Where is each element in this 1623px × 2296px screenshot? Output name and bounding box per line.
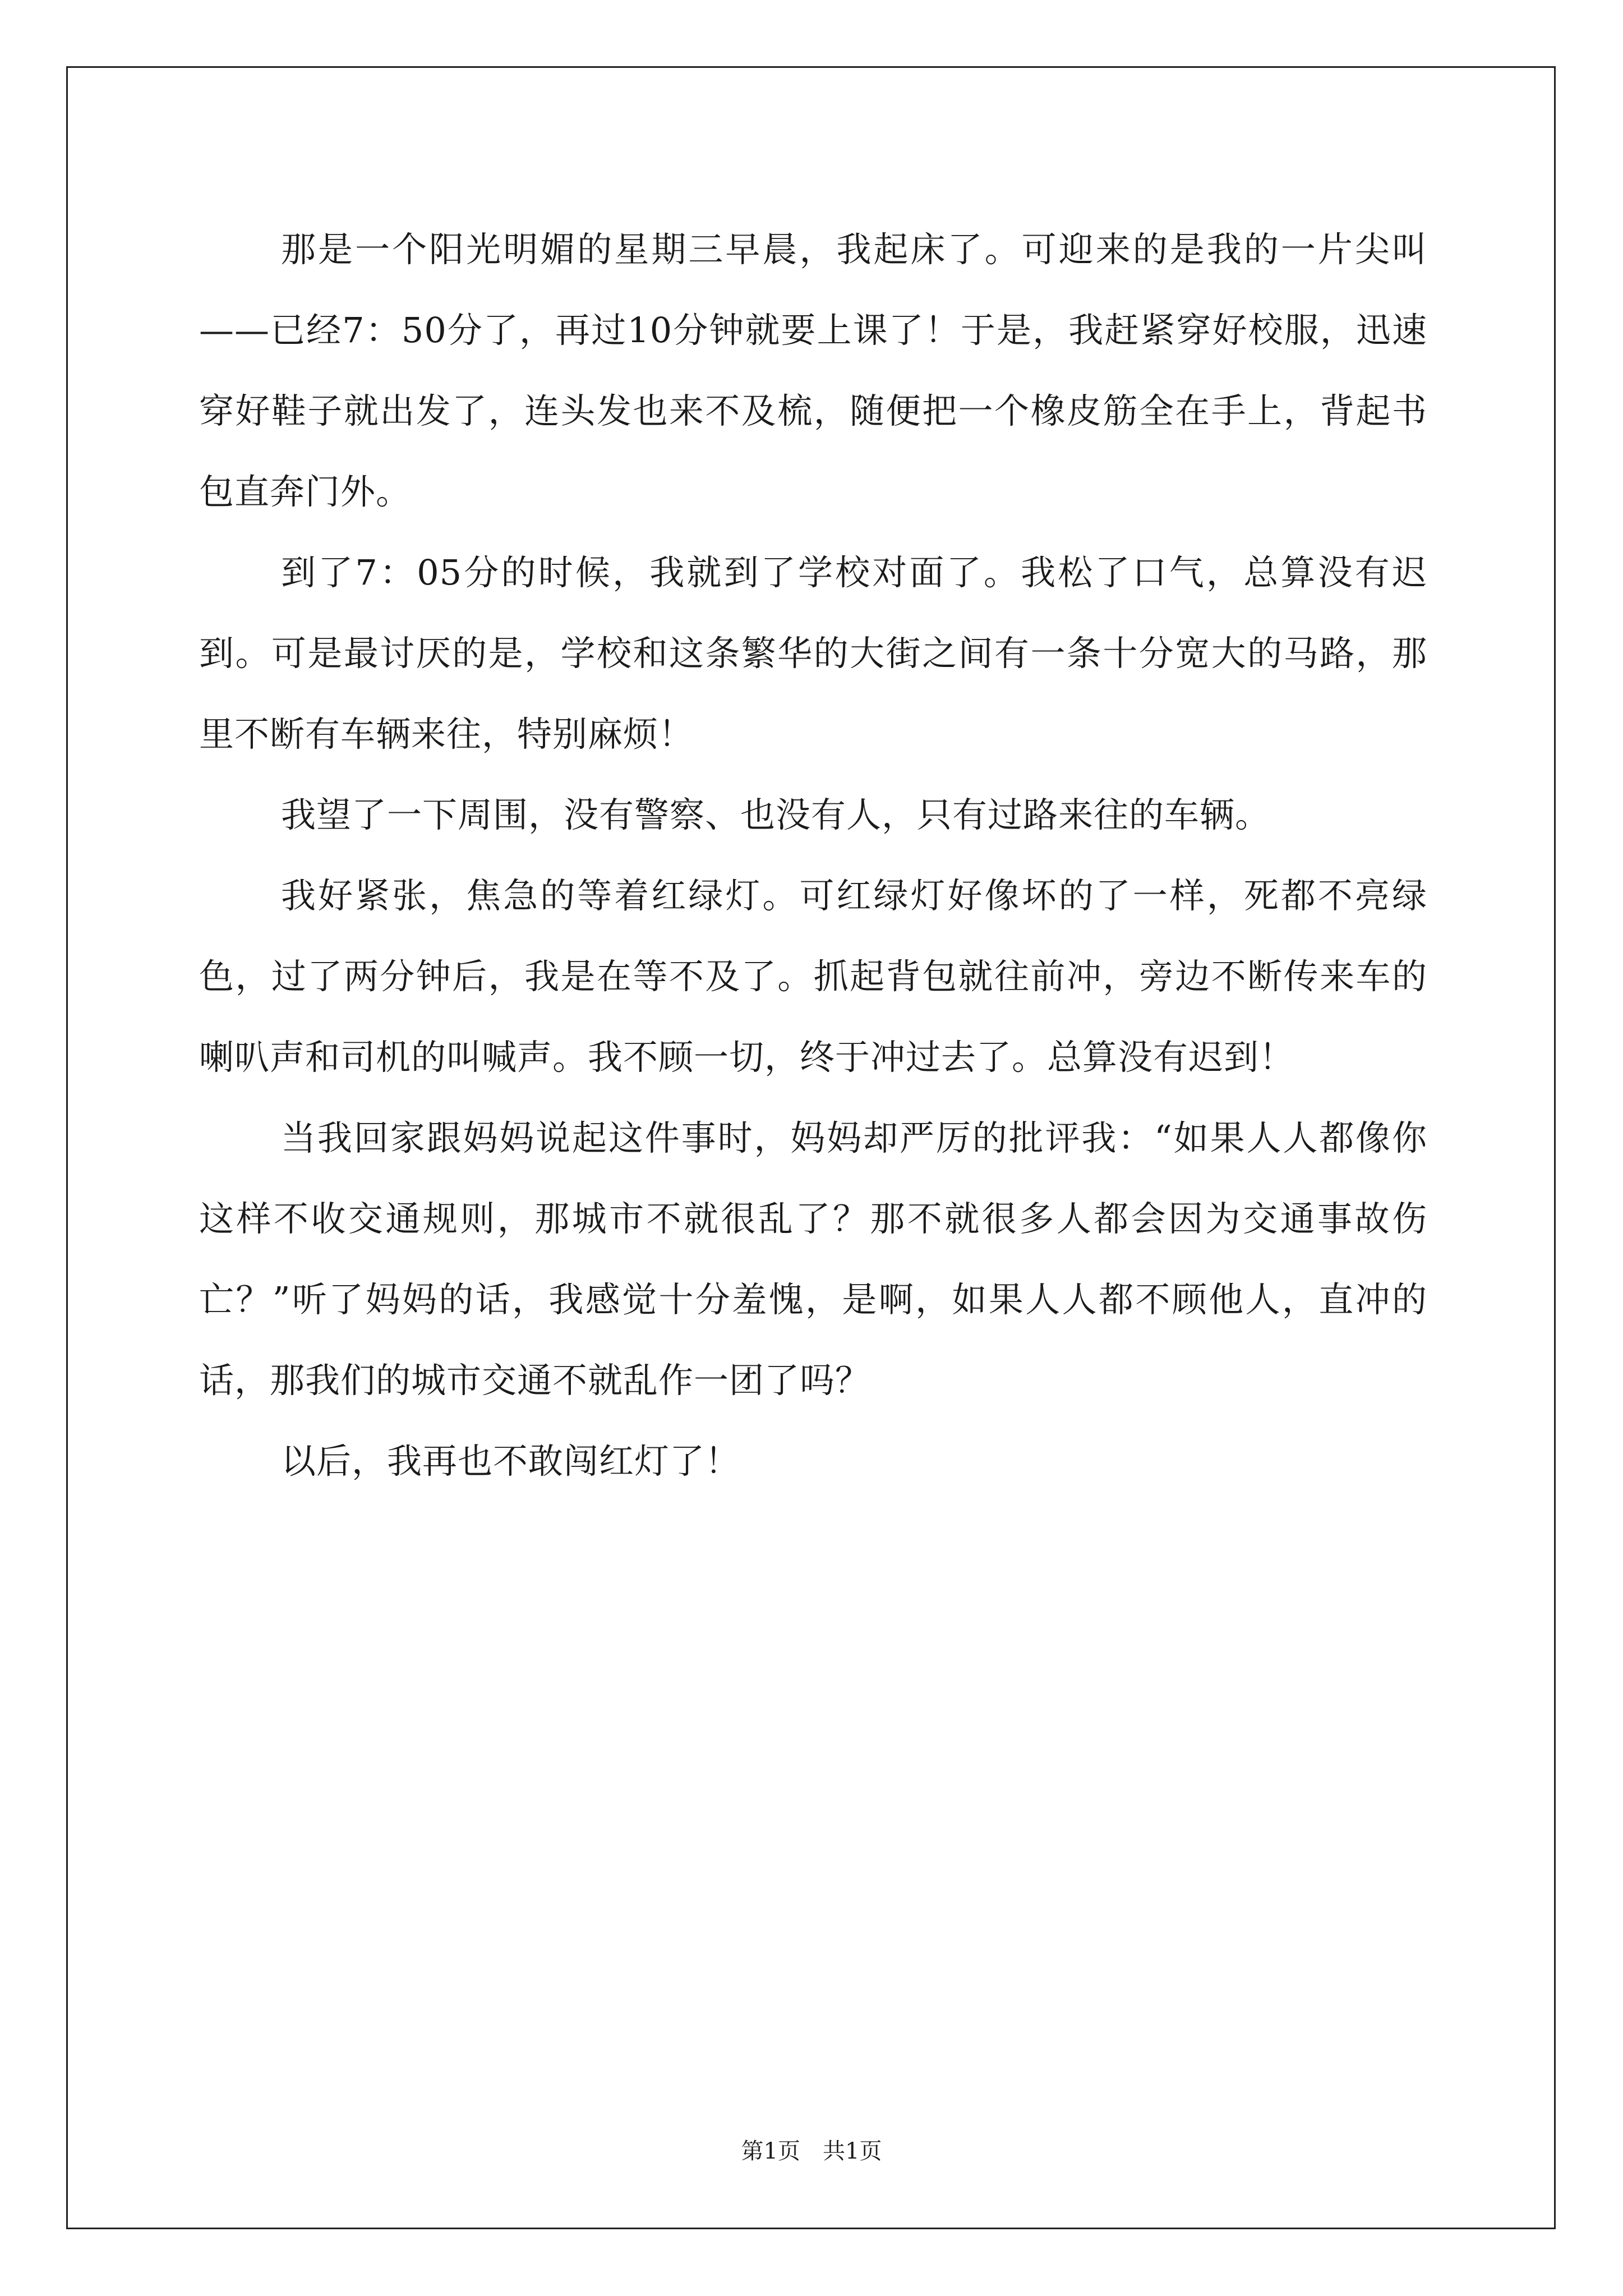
paragraph-4: 我好紧张，焦急的等着红绿灯。可红绿灯好像坏的了一样，死都不亮绿色，过了两分钟后，我是在等不及了。抓起背包就往前冲，旁边不断传来车的喇叭声和司机的叫喊声。我不顾一切，终于冲过去了。总算没有迟到！ <box>199 875 1427 1078</box>
page-number-footer: 第1页 共1页 <box>741 2138 882 2164</box>
paragraph-1: 那是一个阳光明媚的星期三早晨，我起床了。可迎来的是我的一片尖叫——已经7：50分了，再过10分钟就要上课了！于是，我赶紧穿好校服，迅速穿好鞋子就出发了，连头发也来不及梳，随便把一个橡皮筋全在手上，背起书包直奔门外。 <box>199 229 1427 512</box>
paragraph-2: 到了7：05分的时候，我就到了学校对面了。我松了口气，总算没有迟到。可是最讨厌的是，学校和这条繁华的大街之间有一条十分宽大的马路，那里不断有车辆来往，特别麻烦！ <box>199 552 1427 754</box>
paragraph-3: 我望了一下周围，没有警察、也没有人，只有过路来往的车辆。 <box>281 794 1271 835</box>
paragraph-5: 当我回家跟妈妈说起这件事时，妈妈却严厉的批评我：“如果人人都像你这样不收交通规则，那城市不就很乱了？那不就很多人都会因为交通事故伤亡？”听了妈妈的话，我感觉十分羞愧，是啊，如果人人都不顾他人，直冲的话，那我们的城市交通不就乱作一团了吗？ <box>199 1117 1427 1401</box>
paragraph-6: 以后，我再也不敢闯红灯了！ <box>281 1441 741 1481</box>
document-body <box>199 209 1427 1502</box>
